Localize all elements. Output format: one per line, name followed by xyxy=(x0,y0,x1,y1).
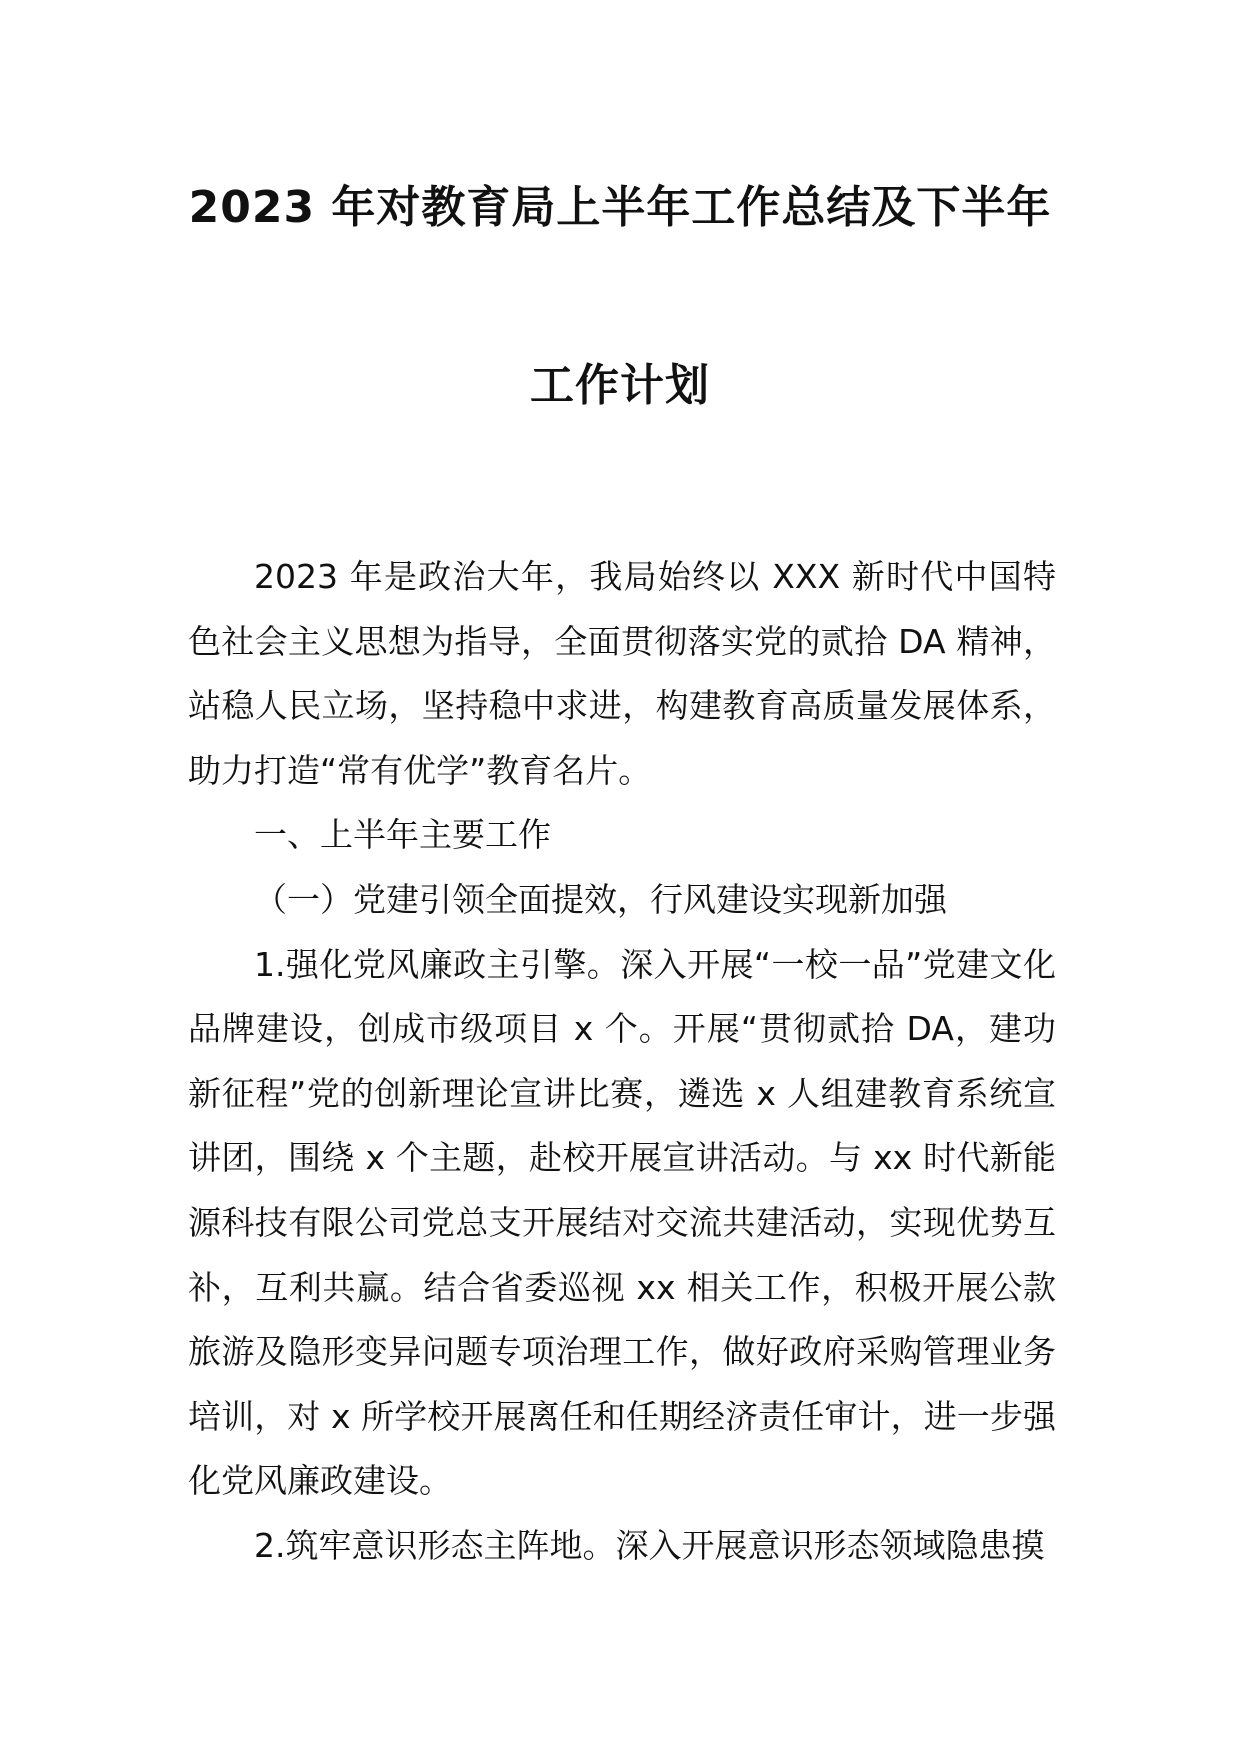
item-paragraph-1: 1.强化党风廉政主引擎。深入开展“一校一品”党建文化品牌建设，创成市级项目 x 个。开展“贯彻贰拾 DA，建功新征程”党的创新理论宣讲比赛，遴选 x 人组建教育系统宣讲团，围绕 x 个主题，赴校开展宣讲活动。与 xx 时代新能源科技有限公司党总支开展结对交流共建活动，实现优势互补，互利共赢。结合省委巡视 xx 相关工作，积极开展公款旅游及隐形变异问题专项治理工作，做好政府采购管理业务培训，对 x 所学校开展离任和任期经济责任审计，进一步强化党风廉政建设。 xyxy=(188,944,1057,1501)
document-body xyxy=(188,545,1056,1579)
section-heading: 一、上半年主要工作 xyxy=(254,815,551,855)
subsection-heading: （一）党建引领全面提效，行风建设实现新加强 xyxy=(254,879,947,919)
intro-paragraph: 2023 年是政治大年，我局始终以 XXX 新时代中国特色社会主义思想为指导，全面贯彻落实党的贰拾 DA 精神，站稳人民立场，坚持稳中求进，构建教育高质量发展体系，助力打造“常有优学”教育名片。 xyxy=(188,557,1056,790)
item-paragraph-2: 2.筑牢意识形态主阵地。深入开展意识形态领域隐患摸 xyxy=(254,1525,1045,1565)
document-title-line-2: 工作计划 xyxy=(530,360,710,411)
document-title-line-1: 2023 年对教育局上半年工作总结及下半年 xyxy=(188,182,1052,233)
